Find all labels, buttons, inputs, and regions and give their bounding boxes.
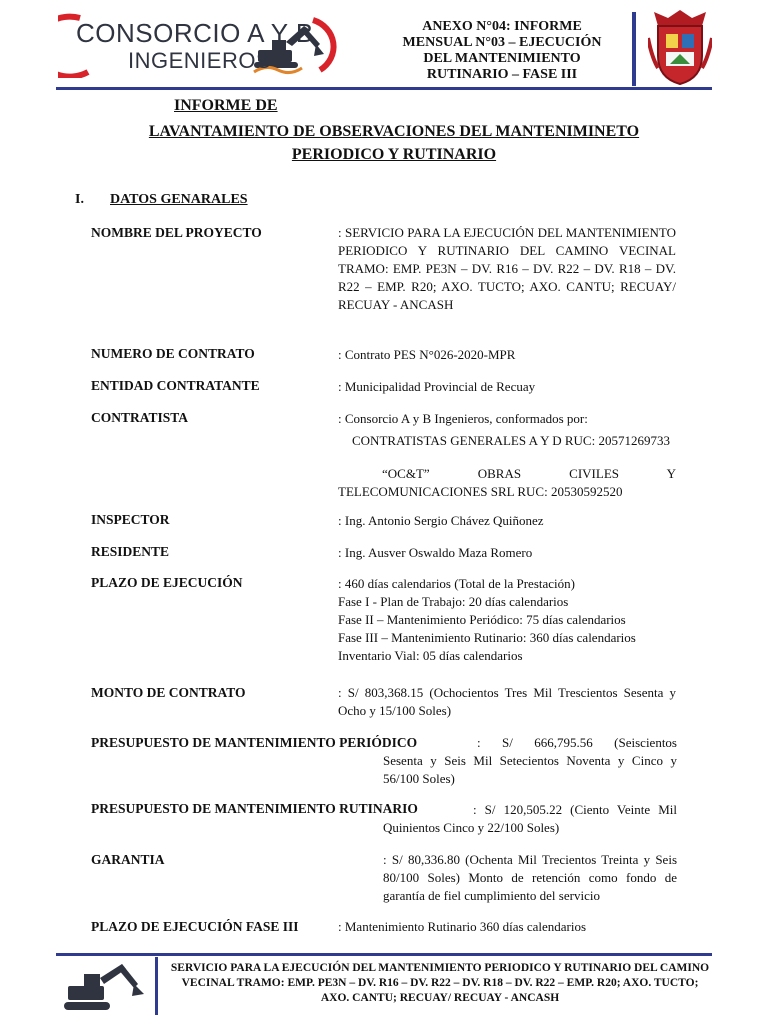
label-inspector: INSPECTOR [91, 512, 170, 527]
label-numero-contrato: NUMERO DE CONTRATO [91, 346, 255, 361]
value-presupuesto-rutinario-first: : S/ 120,505.22 (Ciento Veinte Mil [473, 802, 677, 817]
label-entidad-contratante: ENTIDAD CONTRATANTE [91, 378, 260, 393]
value-plazo-fase3: : Mantenimiento Rutinario 360 días calendarios [338, 919, 587, 934]
plazo-line: : 460 días calendarios (Total de la Prestación) [338, 576, 575, 591]
value-inspector: : Ing. Antonio Sergio Chávez Quiñonez [338, 513, 544, 528]
value-presupuesto-periodico-first: : S/ 666,795.56 (Seiscientos [477, 735, 677, 750]
label-garantia: GARANTIA [91, 852, 165, 867]
plazo-line: Fase III – Mantenimiento Rutinario: 360 días calendarios [338, 630, 636, 645]
contratista-member-2: “OC&T” OBRAS CIVILES Y TELECOMUNICACIONES SRL RUC: 20530592520 [338, 466, 676, 499]
annex-line: MENSUAL N°03 – EJECUCIÓN [402, 35, 602, 50]
section-number: I. [75, 192, 84, 207]
logo-line2: INGENIEROS [128, 48, 272, 73]
excavator-graphic-icon [60, 960, 148, 1012]
label-presupuesto-rutinario: PRESUPUESTO DE MANTENIMIENTO RUTINARIO [91, 801, 418, 816]
plazo-line: Fase II – Mantenimiento Periódico: 75 días calendarios [338, 612, 626, 627]
footer-project-title: SERVICIO PARA LA EJECUCIÓN DEL MANTENIMIENTO PERIODICO Y RUTINARIO DEL CAMINO VECINAL TRAMO: EMP. PE3N – DV. R16 – DV. R22 – DV. R18 – DV. R22 – EMP. R20; AXO. TUCTO; AXO. CANTU; RECUAY/ RECUAY - ANCASH [170, 962, 710, 1004]
footer-rule [56, 953, 712, 956]
section-title: DATOS GENARALES [110, 192, 248, 207]
header-rule [56, 87, 712, 90]
value-nombre-proyecto: : SERVICIO PARA LA EJECUCIÓN DEL MANTENIMIENTO PERIODICO Y RUTINARIO DEL CAMINO VECINAL TRAMO: EMP. PE3N – DV. R16 – DV. R22 – DV. R18 – DV. R22 – EMP. R20; AXO. TUCTO; AXO. CANTU; RECUAY/ RECUAY - ANCASH [338, 225, 676, 312]
plazo-line: Fase I - Plan de Trabajo: 20 días calendarios [338, 594, 569, 609]
crest-icon [648, 8, 712, 86]
label-plazo-fase3: PLAZO DE EJECUCIÓN FASE III [91, 919, 299, 934]
label-plazo-ejecucion: PLAZO DE EJECUCIÓN [91, 575, 243, 590]
annex-line: RUTINARIO – FASE III [426, 67, 578, 82]
contratista-member-1: CONTRATISTAS GENERALES A Y D RUC: 20571269733 [352, 433, 670, 448]
value-monto-contrato: : S/ 803,368.15 (Ochocientos Tres Mil Trescientos Sesenta y Ocho y 15/100 Soles) [338, 685, 676, 718]
annex-line: DEL MANTENIMIENTO [423, 51, 581, 66]
label-nombre-proyecto: NOMBRE DEL PROYECTO [91, 225, 262, 240]
report-title-line1: INFORME DE [174, 97, 278, 114]
value-presupuesto-rutinario-rest: Quinientos Cinco y 22/100 Soles) [383, 820, 560, 835]
excavator-icon [60, 960, 148, 1012]
footer-divider [155, 957, 158, 1015]
label-monto-contrato: MONTO DE CONTRATO [91, 685, 246, 700]
value-residente: : Ing. Ausver Oswaldo Maza Romero [338, 545, 533, 560]
annex-line: ANEXO N°04: INFORME [422, 19, 582, 34]
label-residente: RESIDENTE [91, 544, 170, 559]
annex-heading [384, 19, 620, 83]
value-numero-contrato: : Contrato PES N°026-2020-MPR [338, 347, 516, 362]
label-contratista: CONTRATISTA [91, 410, 189, 425]
municipal-crest [648, 8, 712, 86]
report-title-line2: LAVANTAMIENTO DE OBSERVACIONES DEL MANTENIMINETO PERIODICO Y RUTINARIO [148, 123, 640, 163]
plazo-line: Inventario Vial: 05 días calendarios [338, 648, 523, 663]
company-logo [58, 10, 338, 78]
value-plazo-ejecucion [338, 575, 676, 665]
value-entidad-contratante: : Municipalidad Provincial de Recuay [338, 379, 536, 394]
logo-line1: CONSORCIO A Y B [76, 18, 314, 48]
value-contratista: : Consorcio A y B Ingenieros, conformados por: [338, 411, 588, 426]
label-presupuesto-periodico: PRESUPUESTO DE MANTENIMIENTO PERIÓDICO [91, 735, 418, 750]
header-divider [632, 12, 636, 86]
value-presupuesto-periodico-rest: Sesenta y Seis Mil Setecientos Noventa y Cinco y 56/100 Soles) [383, 753, 677, 786]
value-garantia: : S/ 80,336.80 (Ochenta Mil Trecientos Treinta y Seis 80/100 Soles) Monto de retención como fondo de garantía de fiel cumplimiento del servicio [383, 852, 677, 903]
